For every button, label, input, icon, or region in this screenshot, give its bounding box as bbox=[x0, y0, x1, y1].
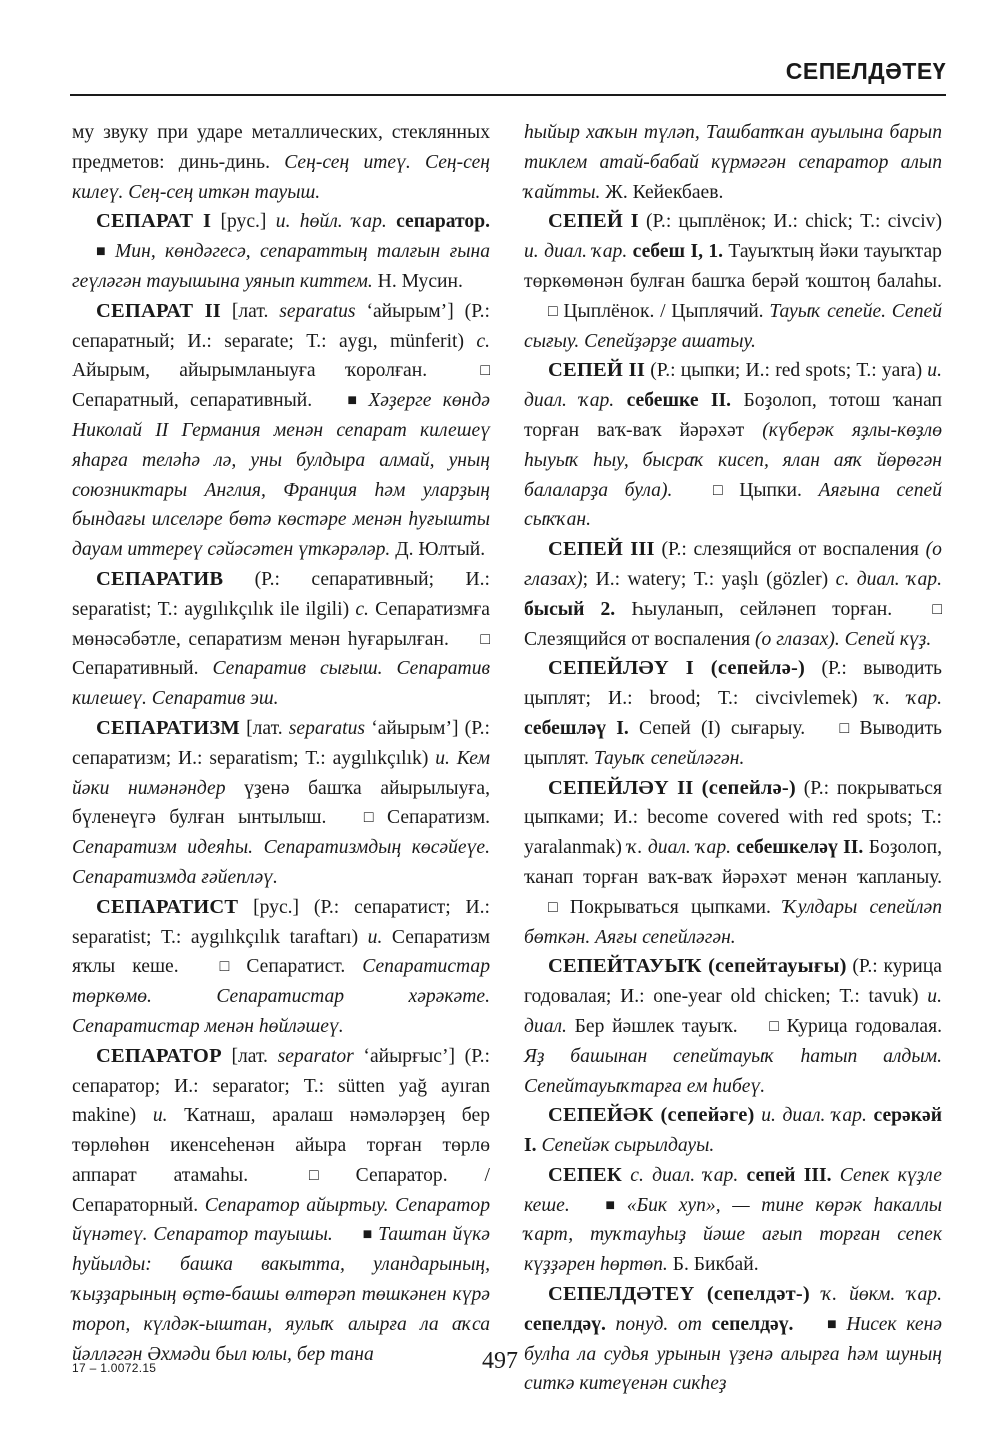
page-number: 497 bbox=[482, 1348, 518, 1374]
headword: СЕПЕЙЛӘҮ II (сепейлә-) bbox=[548, 776, 796, 799]
headword: СЕПАРАТИВ bbox=[96, 567, 224, 590]
translation-marker-icon: □ bbox=[548, 302, 558, 320]
example-marker-icon: ■ bbox=[96, 243, 106, 261]
headword: СЕПЕЙЛӘҮ I (сепейлә-) bbox=[548, 657, 806, 680]
header-rule bbox=[70, 94, 946, 96]
translation-marker-icon: □ bbox=[548, 898, 558, 916]
entry-sepeyleu-2: СЕПЕЙЛӘҮ II (сепейлә-) (Р.: покрываться цыпками; И.: become covered with red spots; Т.: yaralanmak) ҡ. диал. ҡар. себешкеләү II. Боҙолоп, ҡанап торған ваҡ-ваҡ йәрәхәт менән ҡапланыу. □ Покрываться цыпками. Ҡулдары сепейләп бөткән. Аяғы сепейләгән. bbox=[524, 776, 943, 948]
entry-sepeldateu: СЕПЕЛДӘТЕҮ (сепелдәт-) ҡ. йөкм. ҡар. сепелдәү. понуд. от сепелдәү. ■ Нисек кенә булһа ла судья урынын үҙенә алырға һәм шуның ситкә китеүенән сикһеҙ bbox=[524, 1283, 943, 1395]
headword: СЕПЕЙӘК (сепейәге) bbox=[548, 1104, 755, 1127]
entry-sepeyleu-1: СЕПЕЙЛӘҮ I (сепейлә-) (Р.: выводить цыплят; И.: brood; Т.: civcivlemek) ҡ. ҡар. себешләү I. Сепей (I) сығарыу. □ Выводить цыплят. Тауыҡ сепейләгән. bbox=[524, 657, 942, 769]
example-marker-icon: ■ bbox=[605, 1196, 616, 1214]
entry-sepeytauyk: СЕПЕЙТАУЫҠ (сепейтауығы) (Р.: курица годовалая; И.: one-year old chicken; Т.: tavuk) и. диал. Бер йәшлек тауыҡ. □ Курица годовалая. Яҙ башынан сепейтауыҡ һатып алдым. Сепейтауыҡтарға ем һибеү. bbox=[524, 955, 942, 1097]
headword: СЕПЕЙ I bbox=[548, 210, 639, 233]
entry-sepey-2: СЕПЕЙ II (Р.: цыпки; И.: red spots; Т.: yara) и. диал. ҡар. себешке II. Боҙолоп, тотош ҡанап торған ваҡ-ваҡ йәрәхәт (күберәк яҙлы-көҙлө һыуыҡ һыу, бысраҡ кисеп, ялан аяҡ йөрөгән балаларҙа була). □ Цыпки. Аяғына сепей сыҡҡан. bbox=[524, 359, 942, 531]
translation-marker-icon: □ bbox=[219, 958, 230, 976]
entry-sepey-1: СЕПЕЙ I (Р.: цыплёнок; И.: chick; Т.: civciv) и. диал. ҡар. себеш I, 1. Тауыҡтыӊ йәки тауыҡтар төркөмөнән булған башҡа берәй ҡоштоӊ балаһы. □ Цыплёнок. / Цыплячий. Тауыҡ сепейе. Сепей сығыу. Сепейҙәрҙе ашатыу. bbox=[524, 210, 943, 352]
translation-marker-icon: □ bbox=[839, 719, 850, 737]
entry-separat-2: СЕПАРАТ II [лат. separatus ‘айырым’] (Р.: сепаратный; И.: separate; Т.: aygı, münferit) с. Айырым, айырымланыуға ҡоролған. □ Сепаратный, сепаративный. ■ Хәҙерге көндә Николай II Германия менән сепарат килешеү яһарға теләһә лә, уны булдыра алмай, уныӊ союзниктары Англия, Франция һәм уларҙыӊ бындағы илселәре бөтә көстәре менән һуғышты дауам иттереү сәйәсәтен үткәрәләр. Д. Юлтый. bbox=[72, 299, 490, 561]
left-column bbox=[72, 118, 491, 1365]
printer-signature: 17 – 1.0072.15 bbox=[72, 1361, 157, 1375]
headword: СЕПАРАТ I bbox=[96, 210, 212, 233]
headword: СЕПЕЙ II bbox=[548, 359, 646, 382]
translation-marker-icon: □ bbox=[480, 362, 490, 380]
entry-sepey-3: СЕПЕЙ III (Р.: слезящийся от воспаления (о глазах); И.: watery; Т.: yaşlı (gözler) с. диал. ҡар. бысый 2. Һыуланып, сейләнеп торған. □ Слезящийся от воспаления (о глазах). Сепей күҙ. bbox=[524, 538, 942, 650]
headword: СЕПЕЙ III bbox=[548, 538, 655, 561]
translation-marker-icon: □ bbox=[712, 481, 723, 499]
translation-marker-icon: □ bbox=[932, 600, 942, 618]
translation-marker-icon: □ bbox=[309, 1166, 319, 1184]
example-marker-icon: ■ bbox=[827, 1315, 837, 1333]
example-marker-icon: ■ bbox=[362, 1226, 373, 1244]
headword: СЕПАРАТ II bbox=[96, 299, 221, 322]
headword: СЕПАРАТИСТ bbox=[96, 895, 239, 918]
headword: СЕПАРАТИЗМ bbox=[96, 716, 240, 739]
right-column bbox=[524, 118, 943, 1395]
entry-separativ: СЕПАРАТИВ (Р.: сепаративный; И.: separatist; Т.: aygılıkçılık ile ilgili) с. Сепаратизмға мөнәсәбәтле, сепаратизм менән һуғарылған. □ Сепаративный. Сепаратив сығыш. Сепаратив килешеү. Сепаратив эш. bbox=[72, 567, 490, 710]
entry-separat-1: СЕПАРАТ I [рус.] и. һөйл. ҡар. сепаратор. ■ Мин, көндәгесә, сепараттыӊ талғын ғына геүләгән тауышына уянып киттем. Н. Мусин. bbox=[72, 210, 491, 292]
entry-sepek: СЕПЕК с. диал. ҡар. сепей III. Сепек күҙле кеше. ■ «Бик хуп», — тине көрәк һакаллы ҡарт, туҡтауһыҙ йәше ағып торған сепек күҙҙәрен һөртөп. Б. Бикбай. bbox=[524, 1163, 943, 1276]
running-title: СЕПЕЛДӘТЕҮ bbox=[785, 58, 946, 84]
entry-sepeyak: СЕПЕЙӘК (сепейәге) и. диал. ҡар. серәкәй I. Сепейәк сырылдауы. bbox=[524, 1104, 943, 1157]
headword: СЕПЕЛДӘТЕҮ (сепелдәт-) bbox=[548, 1283, 810, 1306]
headword: СЕПАРАТОР bbox=[96, 1044, 222, 1067]
entry-separatizm: СЕПАРАТИЗМ [лат. separatus ‘айырым’] (Р.: сепаратизм; И.: separatism; Т.: aygılıkçılık) и. Кем йәки нимәнәндер үҙенә башҡа айырылыуға, бүленеүгә булған ынтылыш. □ Сепаратизм. Сепаратизм идеяһы. Сепаратизмдыӊ көсәйеүе. Сепаратизмда ғәйепләү. bbox=[72, 716, 490, 888]
entry-continuation: һыйыр хаҡын түләп, Ташбатҡан ауылына барып тиклем атай-бабай күрмәгән сепаратор алып ҡайтты. Ж. Кейекбаев. bbox=[524, 122, 942, 203]
translation-marker-icon: □ bbox=[769, 1017, 779, 1035]
headword: СЕПЕК bbox=[548, 1163, 622, 1186]
entry-separator: СЕПАРАТОР [лат. separator ‘айырғыс’] (Р.: сепаратор; И.: separator; Т.: sütten yağ ayıran makine) и. Ҡатнаш, аралаш нәмәләрҙеӊ бер төрлөһөн икенсеһенән айыра торған төрлө аппарат атамаһы. □ Сепаратор. / Сепараторный. Сепаратор айыртыу. Сепаратор йүнәтеү. Сепаратор тауышы. ■ Таштан йүкә һуйылды: башка вакытта, уландарыныӊ, ҡыҙҙарыныӊ өҫтө-башы өлтөрәп төшкәнен күрә тороп, күлдәк-ыштан, яулыҡ алырға ла аҡса йәлләгән Әхмәди был юлы, бер тана bbox=[72, 1044, 491, 1365]
entry-continuation: му звуку при ударе металлических, стеклянных предметов: динь-динь. Сеӊ-сеӊ итеү. Сеӊ-сеӊ килеү. Сеӊ-сеӊ иткән тауыш. bbox=[72, 122, 491, 203]
example-marker-icon: ■ bbox=[347, 392, 358, 410]
translation-marker-icon: □ bbox=[363, 809, 374, 827]
headword: СЕПЕЙТАУЫҠ (сепейтауығы) bbox=[548, 955, 847, 978]
entry-separatist: СЕПАРАТИСТ [рус.] (Р.: сепаратист; И.: separatist; Т.: aygılıkçılık taraftarı) и. Сепаратизм яҡлы кеше. □ Сепаратист. Сепаратистар төркөмө. Сепаратистар хәрәкәте. Сепаратистар менән һөйләшеү. bbox=[72, 895, 490, 1037]
translation-marker-icon: □ bbox=[480, 630, 490, 648]
